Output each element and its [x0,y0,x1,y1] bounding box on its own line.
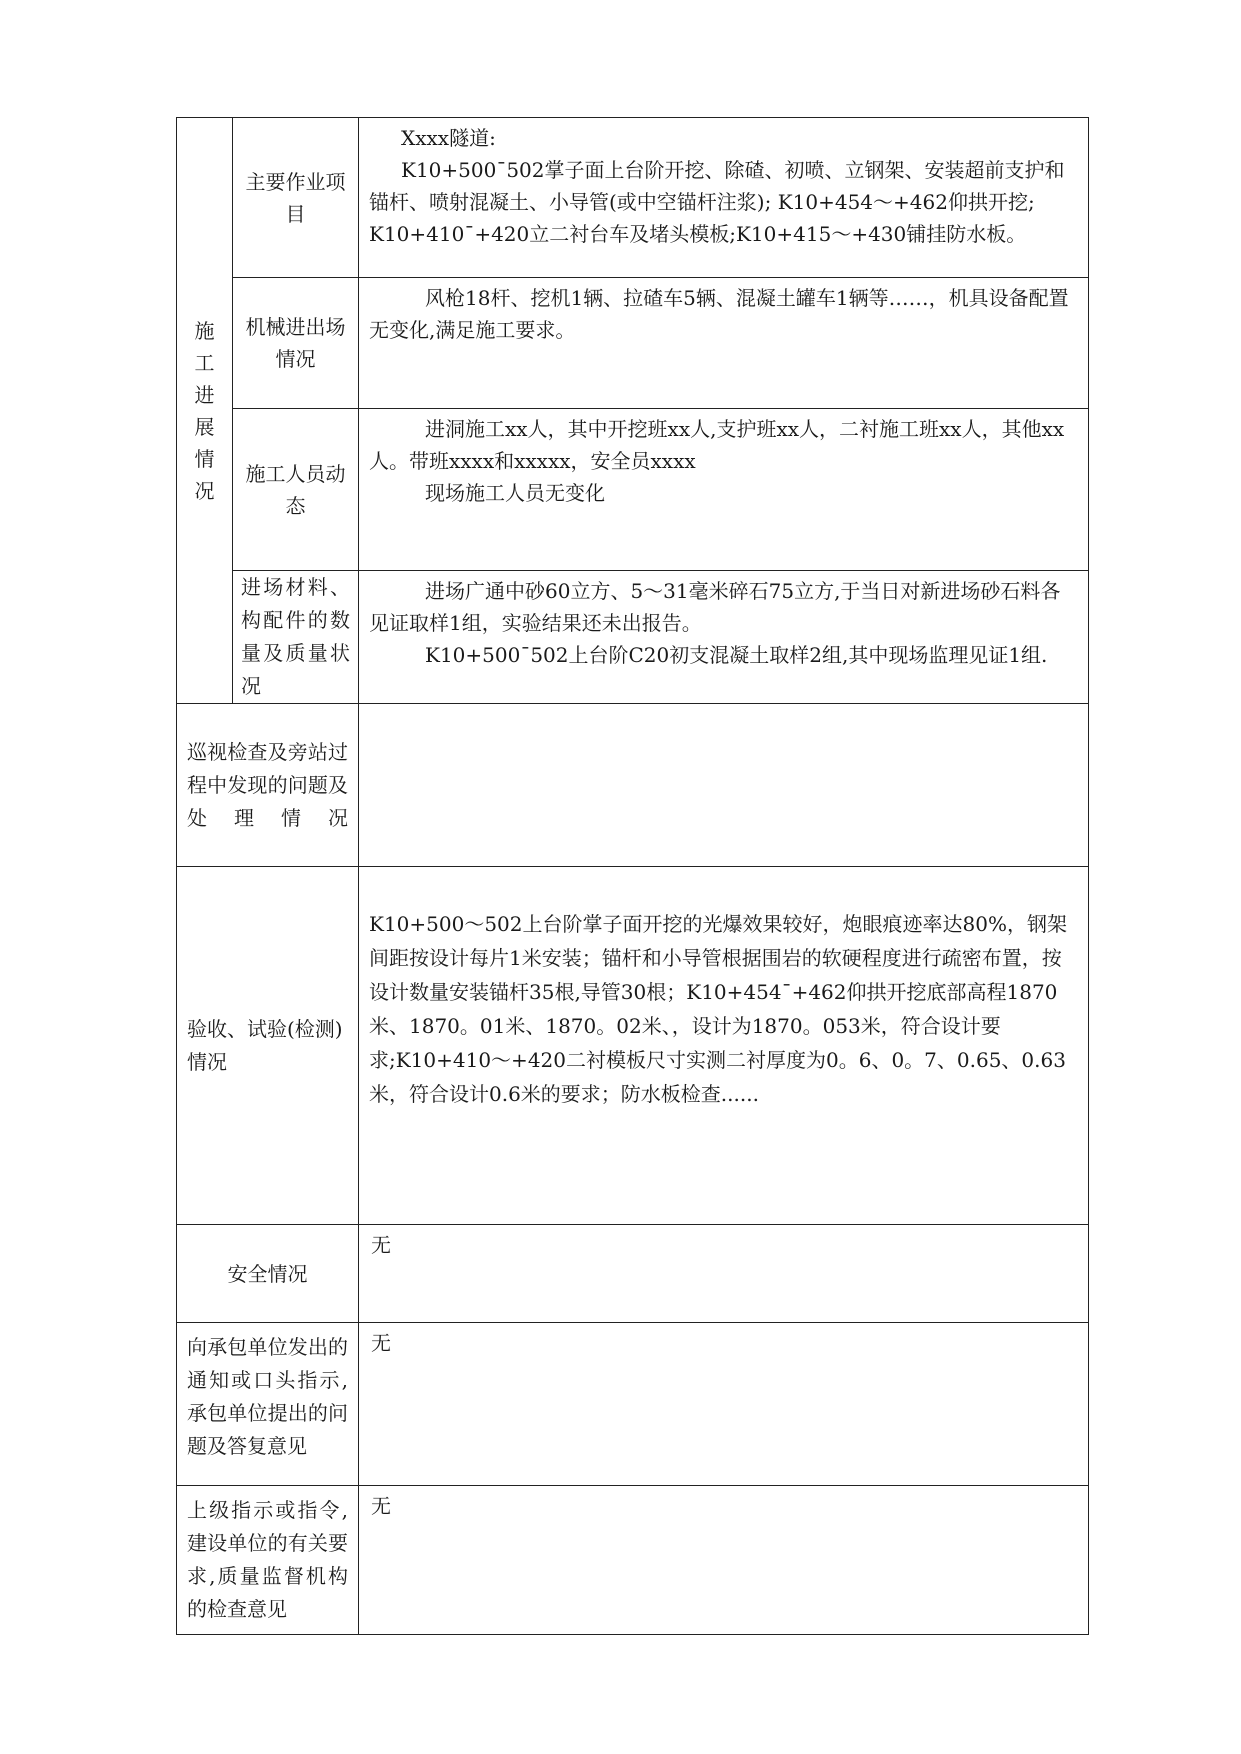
machinery-content [359,278,1089,409]
materials-line-2: K10+500¯502上台阶C20初支混凝土取样2组,其中现场监理见证1组. [425,643,1048,667]
main-work-label-cell [233,118,359,278]
safety-text: 无 [371,1233,391,1257]
machinery-text: 风枪18杆、挖机1辆、拉碴车5辆、混凝土罐车1辆等……，机具设备配置无变化,满足施工要求。 [369,286,1069,342]
supervision-log-table [176,117,1089,1635]
materials-content [359,571,1089,704]
progress-section-label: 施工进展情况 [194,318,215,503]
safety-label: 安全情况 [227,1261,308,1286]
superior-content [359,1486,1089,1635]
personnel-content [359,409,1089,571]
personnel-line-1: 进洞施工xx人，其中开挖班xx人,支护班xx人，二衬施工班xx人，其他xx人。带班xxxx和xxxxx，安全员xxxx [369,417,1065,473]
acceptance-label-cell [177,867,359,1225]
row-machinery [177,278,1089,409]
row-safety [177,1225,1089,1323]
personnel-label: 施工人员动态 [245,461,346,518]
row-materials [177,571,1089,704]
machinery-label: 机械进出场情况 [245,315,346,371]
materials-label: 进场材料、构配件的数量及质量状况 [241,575,350,698]
inspection-content [359,704,1089,867]
main-work-label: 主要作业项目 [245,169,346,226]
acceptance-label: 验收、试验(检测)情况 [187,1016,343,1074]
main-work-content [359,118,1089,278]
notices-label-cell [177,1323,359,1486]
superior-label-cell [177,1486,359,1635]
notices-content [359,1323,1089,1486]
row-inspection [177,704,1089,867]
notices-label: 向承包单位发出的通知或口头指示,承包单位提出的问题及答复意见 [187,1335,348,1458]
acceptance-text: K10+500～502上台阶掌子面开挖的光爆效果较好，炮眼痕迹率达80%，钢架间距按设计每片1米安装；锚杆和小导管根据围岩的软硬程度进行疏密布置，按设计数量安装锚杆35根,导管30根；K10+454¯+462仰拱开挖底部高程1870米、1870。01米、1870。02米、，设计为1870。053米，符合设计要求;K10+410～+420二衬模板尺寸实测二衬厚度为0。6、0。7、0.65、0.63米，符合设计0.6米的要求；防水板检查...... [369,912,1067,1106]
materials-line-1: 进场广通中砂60立方、5～31毫米碎石75立方,于当日对新进场砂石料各见证取样1组，实验结果还未出报告。 [369,579,1061,635]
row-superior [177,1486,1089,1635]
superior-label: 上级指示或指令,建设单位的有关要求,质量监督机构的检查意见 [187,1498,348,1621]
main-work-line-2: K10+500¯502掌子面上台阶开挖、除碴、初喷、立钢架、安装超前支护和锚杆、喷射混凝土、小导管(或中空锚杆注浆); K10+454～+462仰拱开挖; K10+410¯+420立二衬台车及堵头模板;K10+415～+430铺挂防水板。 [369,158,1065,246]
row-notices [177,1323,1089,1486]
safety-label-cell [177,1225,359,1323]
inspection-label: 巡视检查及旁站过程中发现的问题及处理情况 [187,739,348,830]
row-acceptance [177,867,1089,1225]
row-main-work [177,118,1089,278]
notices-text: 无 [371,1331,391,1355]
progress-section-label-cell [177,118,233,704]
machinery-label-cell [233,278,359,409]
personnel-label-cell [233,409,359,571]
materials-label-cell [233,571,359,704]
personnel-line-2: 现场施工人员无变化 [425,481,605,505]
superior-text: 无 [371,1494,391,1518]
row-personnel [177,409,1089,571]
inspection-label-cell [177,704,359,867]
main-work-line-1: Xxxx隧道: [401,126,496,150]
safety-content [359,1225,1089,1323]
acceptance-content [359,867,1089,1225]
